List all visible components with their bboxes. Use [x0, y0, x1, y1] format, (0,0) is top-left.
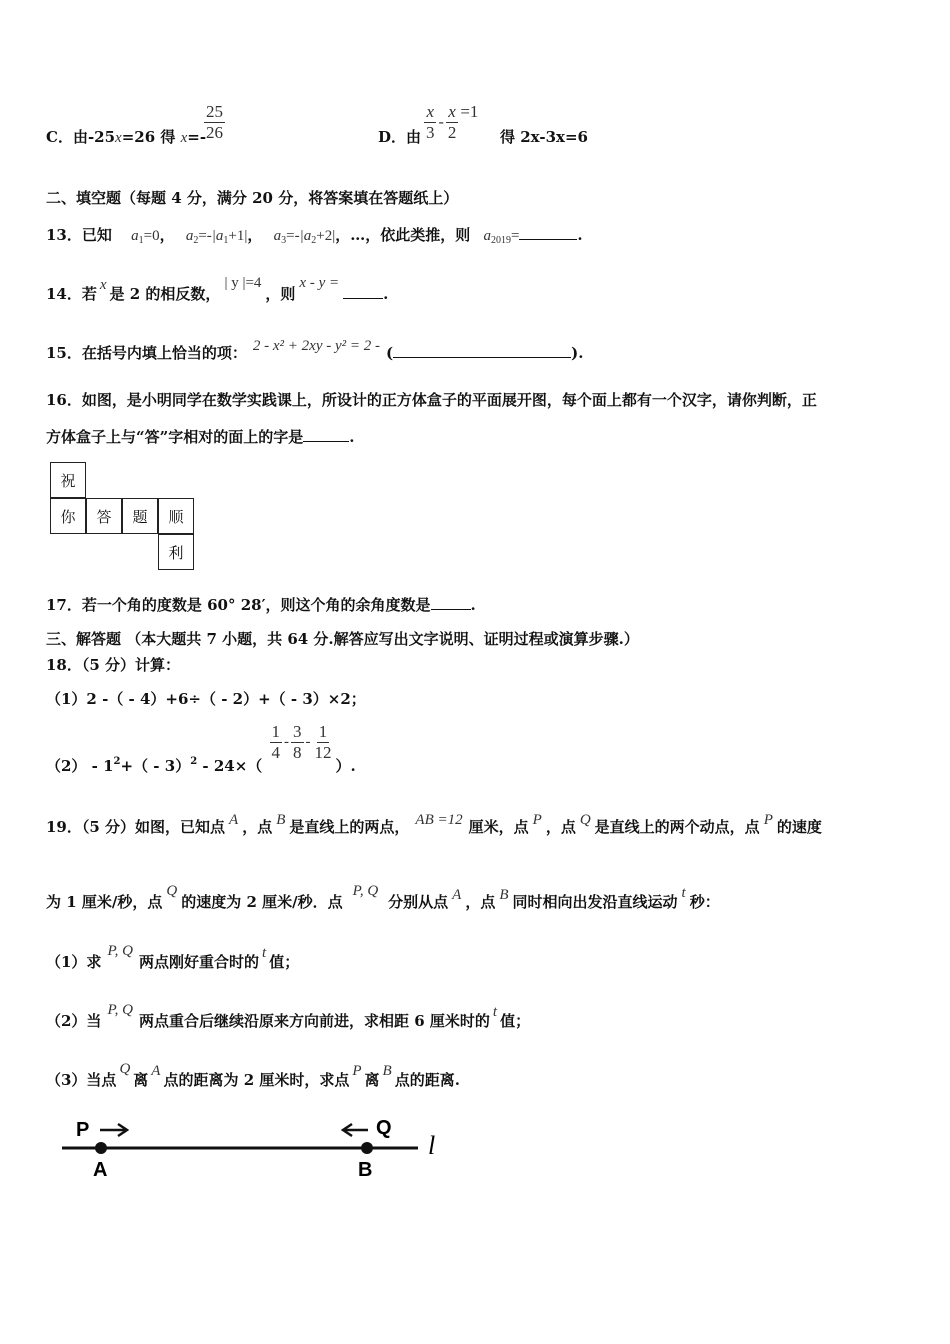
answer-blank-16[interactable] — [303, 427, 349, 442]
label-b: B — [358, 1159, 373, 1181]
net-cell-2: 答 — [86, 498, 122, 534]
question-19-line-2: 为 1 厘米/秒，点Q的速度为 2 厘米/秒．点P, Q分别从点 A ，点 B 同时相向出发沿直线运动 t 秒： — [46, 883, 720, 911]
question-13: 13．已知 $a_1=0$， $a_2=-|a_1+1|$， $a_3=-|a_2+2|$，…，依此类推，则 $a_{2019}=$ . — [46, 226, 583, 246]
option-d-result: 得 2x-3x=6 — [500, 128, 588, 146]
label-l: l — [428, 1131, 436, 1160]
question-16-line-2: 方体盒子上与“答”字相对的面上的字是 . — [46, 428, 355, 446]
net-cell-1: 你 — [50, 498, 86, 534]
question-19-part-3: （3）当点Q离 A 点的距离为 2 厘米时，求点 P 离 B 点的距离. — [46, 1061, 460, 1089]
net-cell-4: 顺 — [158, 498, 194, 534]
net-cell-top: 祝 — [50, 462, 86, 498]
option-c: C．由-25x=26 得 x=- — [46, 128, 207, 146]
question-19-line-1: 19．（5 分）如图，已知点 A ，点 B 是直线上的两点， AB =12 厘米，点 P ，点 Q 是直线上的两个动点，点 P 的速度 — [46, 812, 822, 836]
answer-blank-13[interactable] — [519, 225, 577, 240]
option-d: D．由 — [378, 128, 422, 146]
answer-blank-15[interactable] — [393, 343, 571, 358]
section-3-heading: 三、解答题 （本大题共 7 小题，共 64 分.解答应写出文字说明、证明过程或演算步骤.） — [46, 630, 639, 648]
option-c-fraction: $\frac{25}{26}$ — [206, 102, 223, 142]
question-19-part-2: （2）当P, Q两点重合后继续沿原来方向前进，求相距 6 厘米时的 t 值； — [46, 1002, 531, 1030]
option-d-equation: $\frac{x}{3}$ - $\frac{x}{2}$ =1 — [426, 102, 479, 142]
answer-blank-17[interactable] — [431, 595, 471, 610]
section-2-heading: 二、填空题（每题 4 分，满分 20 分，将答案填在答题纸上） — [46, 189, 459, 207]
net-cell-3: 题 — [122, 498, 158, 534]
line-figure — [56, 1108, 456, 1188]
question-17: 17．若一个角的度数是 60° 28′，则这个角的余角度数是 . — [46, 596, 476, 614]
point-a-dot — [95, 1142, 107, 1154]
label-a: A — [93, 1159, 108, 1181]
question-18-part-2: $(2) - 1_2+( - 3)_2 - 24\times$（ $\frac{1}{4}$ - $\frac{3}{8}$ - $\frac{1}{12}$ ）. — [46, 722, 356, 775]
question-15: 15．在括号内填上恰当的项： 2 - x² + 2xy - y² = 2 - ( ). — [46, 338, 584, 362]
question-18-part-1: （1）2 -（ - 4）+6÷（ - 2）+（ - 3）×2； — [46, 690, 366, 708]
question-18-title: 18．（5 分）计算： — [46, 656, 181, 674]
label-p: P — [76, 1119, 90, 1141]
label-q: Q — [376, 1117, 392, 1139]
question-16-line-1: 16．如图，是小明同学在数学实践课上，所设计的正方体盒子的平面展开图，每个面上都有一个汉字，请你判断，正 — [46, 391, 817, 409]
net-cell-bottom: 利 — [158, 534, 194, 570]
point-b-dot — [361, 1142, 373, 1154]
question-19-part-1: （1）求P, Q两点刚好重合时的 t 值； — [46, 943, 300, 971]
answer-blank-14[interactable] — [343, 284, 383, 299]
question-14: 14．若 x 是 2 的相反数，| y |=4，则x - y =. — [46, 275, 389, 303]
